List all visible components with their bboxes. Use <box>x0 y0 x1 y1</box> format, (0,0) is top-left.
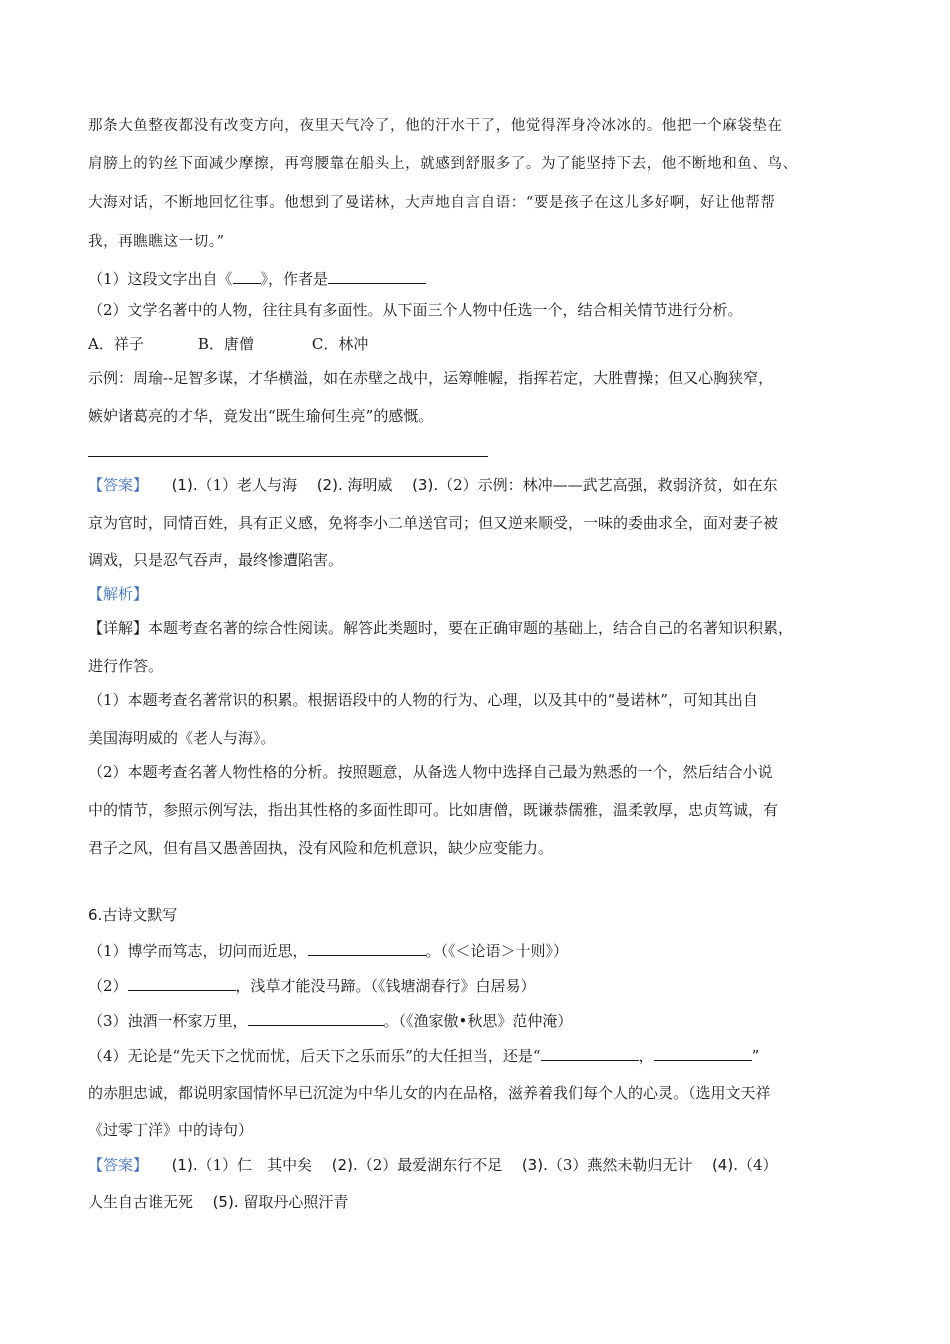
analysis-p2-c: 君子之风，但有昌又愚善固执，没有风险和危机意识，缺少应变能力。 <box>88 839 554 857</box>
analysis-detail-1: 【详解】本题考查名著的综合性阅读。解答此类题时，要在正确审题的基础上，结合自己的名著知识积累， <box>88 619 794 637</box>
analysis-p2-a: （2）本题考查名著人物性格的分析。按照题意，从备选人物中选择自己最为熟悉的一个，然后结合小说 <box>88 763 773 781</box>
poem-item-4: （4）无论是“先天下之忧而忧，后天下之乐而乐”的大任担当，还是“ ， ” <box>88 1047 760 1065</box>
passage-line-3: 大海对话，不断地回忆往事。他想到了曼诺林，大声地自言自语：“要是孩子在这儿多好啊，好让他帮帮 <box>88 195 776 211</box>
poem-item-4-line-2: 的赤胆忠诚，都说明家国情怀早已沉淀为中华儿女的内在品格，滋养着我们每个人的心灵。（选用文天祥 <box>88 1084 771 1102</box>
example-line-1: 示例：周瑜--足智多谋，才华横溢，如在赤壁之战中，运筹帷幄，指挥若定，大胜曹操；但又心胸狭窄， <box>88 369 774 387</box>
option-a: A．祥子 <box>88 335 144 353</box>
blank-item-3[interactable] <box>248 1010 384 1026</box>
poem-item-4-line-3: 《过零丁洋》中的诗句） <box>88 1121 254 1139</box>
analysis-tag: 【解析】 <box>88 585 149 603</box>
example-line-2: 嫉妒诸葛亮的才华，竟发出“既生瑜何生亮”的感慨。 <box>88 407 434 425</box>
blank-book-title[interactable] <box>233 268 261 284</box>
answer-line[interactable] <box>88 456 488 457</box>
answer-2-line-1: 【答案】 (1).（1）仁 其中矣 (2).（2）最爱湖东行不足 (3).（3）燕然未勒归无计 (4).（4） <box>88 1156 778 1174</box>
analysis-detail-2: 进行作答。 <box>88 657 164 675</box>
poem-item-1: （1）博学而笃志，切问而近思， 。（《＜论语＞十则》） <box>88 942 569 960</box>
poem-item-3: （3）浊酒一杯家万里， 。（《渔家傲•秋思》范仲淹） <box>88 1012 573 1030</box>
analysis-p1-b: 美国海明威的《老人与海》。 <box>88 729 276 747</box>
answer-tag: 【答案】 <box>88 476 149 494</box>
section-6-title: 6.古诗文默写 <box>88 906 178 924</box>
passage-line-1: 那条大鱼整夜都没有改变方向，夜里天气冷了，他的汗水干了，他觉得浑身冷冰冰的。他把一个麻袋垫在 <box>88 118 783 134</box>
blank-item-4b[interactable] <box>654 1045 752 1061</box>
passage-line-2: 肩膀上的钓丝下面减少摩擦，再弯腰靠在船头上，就感到舒服多了。为了能坚持下去，他不断地和鱼、鸟、 <box>88 156 798 172</box>
passage-line-4: 我，再瞧瞧这一切。” <box>88 234 225 250</box>
question-1: （1）这段文字出自《 》，作者是 <box>88 268 426 289</box>
option-b: B．唐僧 <box>197 335 254 353</box>
options-row <box>88 334 368 354</box>
question-2: （2）文学名著中的人物，往往具有多面性。从下面三个人物中任选一个，结合相关情节进行分析。 <box>88 301 743 319</box>
answer-2-line-2: 人生自古谁无死 (5). 留取丹心照汗青 <box>88 1193 349 1211</box>
blank-item-2[interactable] <box>128 975 236 991</box>
blank-item-1[interactable] <box>308 940 426 956</box>
answer-1-line-1: 【答案】 (1).（1）老人与海 (2). 海明威 (3).（2）示例：林冲——武艺高强，救弱济贫，如在东 <box>88 476 778 494</box>
analysis-p2-b: 中的情节，参照示例写法，指出其性格的多面性即可。比如唐僧，既谦恭儒雅，温柔敦厚，忠贞笃诚，有 <box>88 801 779 819</box>
analysis-p1-a: （1）本题考查名著常识的积累。根据语段中的人物的行为、心理，以及其中的“曼诺林”，可知其出自 <box>88 691 758 709</box>
option-c: C．林冲 <box>311 335 369 353</box>
answer-1-line-2: 京为官时，同情百姓，具有正义感，免将李小二单送官司；但又逆来顺受，一味的委曲求全，面对妻子被 <box>88 514 779 532</box>
poem-item-2: （2） ，浅草才能没马蹄。（《钱塘湖春行》白居易） <box>88 977 536 995</box>
answer-tag: 【答案】 <box>88 1156 149 1174</box>
blank-author[interactable] <box>328 268 426 284</box>
answer-1-line-3: 调戏，只是忍气吞声，最终惨遭陷害。 <box>88 551 344 569</box>
blank-item-4a[interactable] <box>541 1045 639 1061</box>
